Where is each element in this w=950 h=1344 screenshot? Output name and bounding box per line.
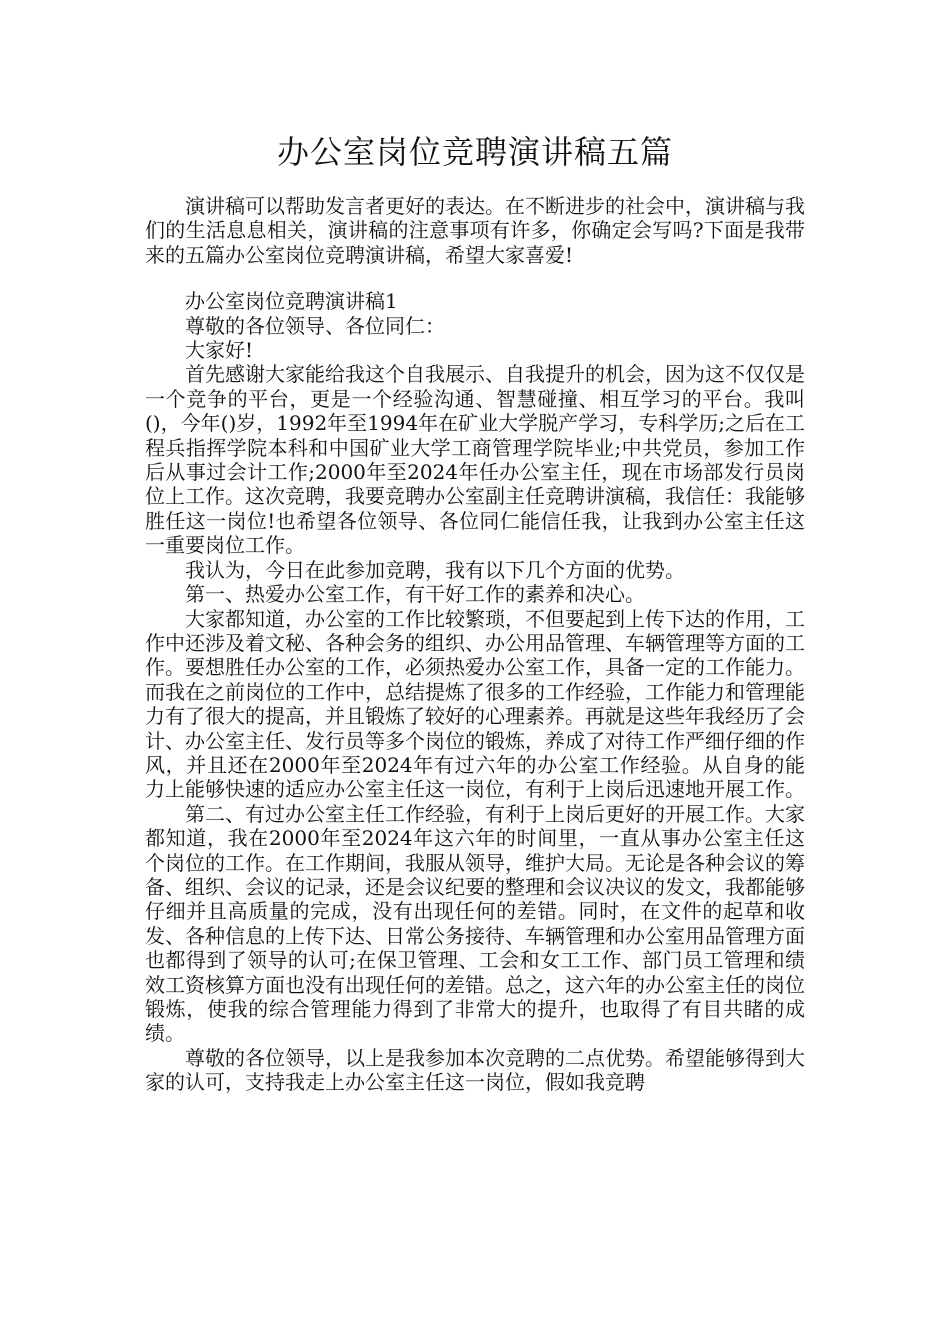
document-page <box>145 128 805 1095</box>
intro-paragraph: 演讲稿可以帮助发言者更好的表达。在不断进步的社会中，演讲稿与我们的生活息息相关，演讲稿的注意事项有许多，你确定会写吗?下面是我带来的五篇办公室岗位竞聘演讲稿，希望大家喜爱! <box>145 194 805 267</box>
body-paragraph: 首先感谢大家能给我这个自我展示、自我提升的机会，因为这不仅仅是一个竞争的平台，更是一个经验沟通、智慧碰撞、相互学习的平台。我叫()，今年()岁，1992年至1994年在矿业大学脱产学习，专科学历;之后在工程兵指挥学院本科和中国矿业大学工商管理学院毕业;中共党员，参加工作后从事过会计工作;2000年至2024年任办公室主任，现在市场部发行员岗位上工作。这次竞聘，我要竞聘办公室副主任竞聘讲演稿，我信任：我能够胜任这一岗位!也希望各位领导、各位同仁能信任我，让我到办公室主任这一重要岗位工作。 <box>145 362 805 558</box>
body-paragraph: 尊敬的各位领导，以上是我参加本次竞聘的二点优势。希望能够得到大家的认可，支持我走上办公室主任这一岗位，假如我竞聘 <box>145 1045 805 1095</box>
body-paragraph: 第二、有过办公室主任工作经验，有利于上岗后更好的开展工作。大家都知道，我在2000年至2024年这六年的时间里，一直从事办公室主任这个岗位的工作。在工作期间，我服从领导，维护大局。无论是各种会议的筹备、组织、会议的记录，还是会议纪要的整理和会议决议的发文，我都能够仔细并且高质量的完成，没有出现任何的差错。同时，在文件的起草和收发、各种信息的上传下达、日常公务接待、车辆管理和办公室用品管理方面也都得到了领导的认可;在保卫管理、工会和女工工作、部门员工管理和绩效工资核算方面也没有出现任何的差错。总之，这六年的办公室主任的岗位锻炼，使我的综合管理能力得到了非常大的提升，也取得了有目共睹的成绩。 <box>145 801 805 1046</box>
body-paragraph: 大家都知道，办公室的工作比较繁琐，不但要起到上传下达的作用，工作中还涉及着文秘、各种会务的组织、办公用品管理、车辆管理等方面的工作。要想胜任办公室的工作，必须热爱办公室工作，具备一定的工作能力。而我在之前岗位的工作中，总结提炼了很多的工作经验，工作能力和管理能力有了很大的提高，并且锻炼了较好的心理素养。再就是这些年我经历了会计、办公室主任、发行员等多个岗位的锻炼，养成了对待工作严细仔细的作风，并且还在2000年至2024年有过六年的办公室工作经验。从自身的能力上能够快速的适应办公室主任这一岗位，有利于上岗后迅速地开展工作。 <box>145 606 805 802</box>
salutation: 尊敬的各位领导、各位同仁： <box>185 313 445 338</box>
greeting: 大家好! <box>185 338 254 363</box>
document-title: 办公室岗位竞聘演讲稿五篇 <box>276 133 673 171</box>
speech-heading: 办公室岗位竞聘演讲稿1 <box>185 289 398 314</box>
body-paragraph: 我认为，今日在此参加竞聘，我有以下几个方面的优势。 <box>185 557 685 582</box>
body-paragraph: 第一、热爱办公室工作，有干好工作的素养和决心。 <box>185 582 645 607</box>
